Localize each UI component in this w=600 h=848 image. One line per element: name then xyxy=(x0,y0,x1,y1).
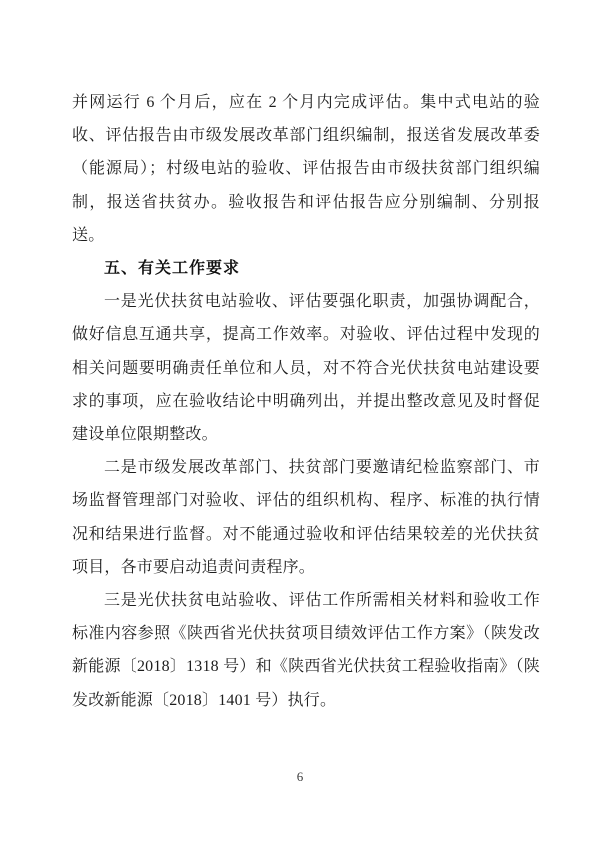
page-number: 6 xyxy=(296,769,304,784)
paragraph: 二是市级发展改革部门、扶贫部门要邀请纪检监察部门、市场监督管理部门对验收、评估的组织机构、程序、标准的执行情况和结果进行监督。对不能通过验收和评估结果较差的光伏扶贫项目，各市要启动追责问责程序。 xyxy=(72,459,540,576)
paragraph: 三是光伏扶贫电站验收、评估工作所需相关材料和验收工作标准内容参照《陕西省光伏扶贫项目绩效评估工作方案》（陕发改新能源〔2018〕1318 号）和《陕西省光伏扶贫工程验收指南》（陕发改新能源〔2018〕1401 号）执行。 xyxy=(72,592,540,709)
section-heading: 五、有关工作要求 xyxy=(104,260,241,278)
document-content xyxy=(72,86,540,717)
paragraph: 并网运行 6 个月后，应在 2 个月内完成评估。集中式电站的验收、评估报告由市级发展改革部门组织编制，报送省发展改革委（能源局）；村级电站的验收、评估报告由市级扶贫部门组织编制，报送省扶贫办。验收报告和评估报告应分别编制、分别报送。 xyxy=(72,94,540,244)
paragraph: 一是光伏扶贫电站验收、评估要强化职责，加强协调配合，做好信息互通共享，提高工作效率。对验收、评估过程中发现的相关问题要明确责任单位和人员，对不符合光伏扶贫电站建设要求的事项，应在验收结论中明确列出，并提出整改意见及时督促建设单位限期整改。 xyxy=(72,293,540,444)
